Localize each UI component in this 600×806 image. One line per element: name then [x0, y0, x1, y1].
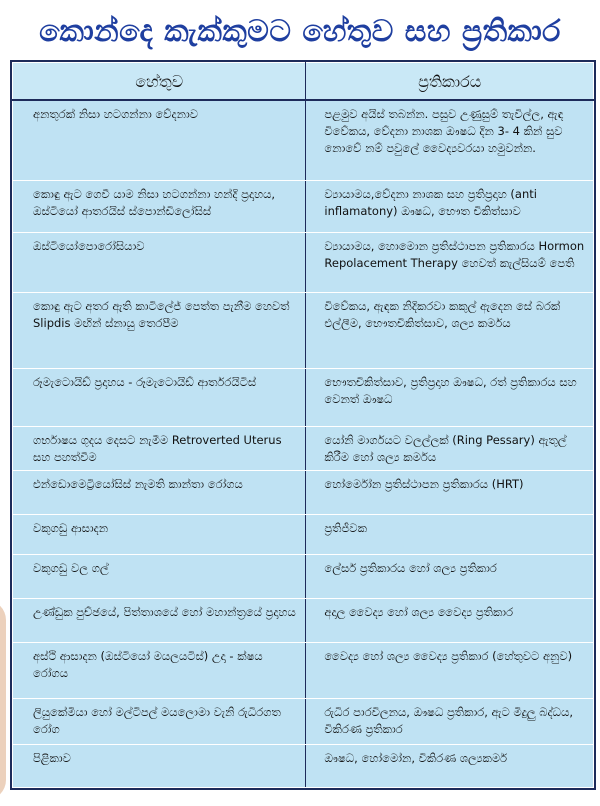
table-row: [13, 554, 594, 598]
table-row: [13, 426, 594, 470]
cause-cell: කොඳු ඇට ගෙවී යාම නිසා හටගන්නා හන්දි ප්‍රදාහය, ඔස්ටියෝ ආතරයිස් ස්පොන්ඩිලෝසිස්: [13, 180, 306, 232]
table-row: [13, 232, 594, 292]
table-row: [13, 100, 594, 180]
cropped-footer-strip: [0, 792, 600, 806]
cause-treatment-table-panel: [10, 60, 596, 790]
cause-cell: වකුගඩු වල ගල්: [13, 554, 306, 598]
table-row: [13, 744, 594, 788]
header-cause: හේතුව: [13, 63, 306, 101]
table-row: [13, 698, 594, 744]
table-row: [13, 180, 594, 232]
treatment-cell: පළමුව අයිස් තබන්න. පසුව උණුසුම් තැවිල්ල, ඇඳ විවේකය, වේදනා නාශක ඖෂධ දින 3- 4 කින් සුව නොවේ නම් පවුලේ වෛද්‍යවරයා හමුවන්න.: [306, 100, 594, 180]
cause-cell: අස්ථි ආසාදන (ඔස්ටියෝ මයලයටිස්) උදා - ක්ෂය රෝගය: [13, 642, 306, 698]
finger-edge: [0, 600, 6, 800]
table-row: [13, 292, 594, 368]
treatment-cell: හෝර්මෝන ප්‍රතිස්ථාපන ප්‍රතිකාරය (HRT): [306, 470, 594, 514]
table-header-row: [13, 63, 594, 101]
header-treatment: ප්‍රතිකාරය: [306, 63, 594, 101]
table-row: [13, 470, 594, 514]
treatment-cell: අදාල වෛද්‍ය හෝ ශල්‍ය වෛද්‍ය ප්‍රතිකාර: [306, 598, 594, 642]
cause-cell: වකුගඩු ආසාදන: [13, 514, 306, 554]
cause-cell: කොඳු ඇට අතර ඇති කාටිලේජ් පෙත්ත පැනීම හෙවත් Slipdis මඟින් ස්නායු තෙරපීම: [13, 292, 306, 368]
cause-cell: පිළිකාව: [13, 744, 306, 788]
treatment-cell: රුධිර පාරවිලනය, ඖෂධ ප්‍රතිකාර, ඇට මිදුලු බද්ධය, විකිරණ ප්‍රතිකාර: [306, 698, 594, 744]
table-row: [13, 642, 594, 698]
cause-cell: ගර්භාෂය ගුදය දෙසට නැමීම Retroverted Uterus සහ පහත්වීම: [13, 426, 306, 470]
treatment-cell: භෞතචිකිත්සාව, ප්‍රතිප්‍රදාහ ඖෂධ, රත් ප්‍රතිකාරය සහ වෙනත් ඖෂධ: [306, 368, 594, 426]
table-row: [13, 514, 594, 554]
treatment-cell: යෝනි මාර්ගයට වලල්ලක් (Ring Pessary) ඇතුල් කිරීම හෝ ශල්‍ය කර්මය: [306, 426, 594, 470]
treatment-cell: ව්‍යායාමය,වේදනා නාශක සහ ප්‍රතිප්‍රදාහ (anti inflamatony) ඖෂධ, භෞත චිකිත්සාව: [306, 180, 594, 232]
cause-cell: උණ්ඩුක පුච්ඡයේ, පිත්තාශයේ හෝ මහාන්ත්‍රයේ ප්‍රදාහය: [13, 598, 306, 642]
cause-cell: රූමැටොයිඩ් ප්‍රදාහය - රූමැටොයිඩ් ආර්තරයිටිස්: [13, 368, 306, 426]
cause-cell: එන්ඩොමෙට්‍රියෝසිස් නැමති කාන්තා රෝගය: [13, 470, 306, 514]
treatment-cell: විවේකය, ඇඳක නිදිකරවා කකුල් ඇදෙන සේ බරක් එල්ලීම, භෞතචිකිත්සාව, ශල්‍ය කර්මය: [306, 292, 594, 368]
cause-cell: ඔස්ටියෝපොරෝසියාව: [13, 232, 306, 292]
table-row: [13, 598, 594, 642]
page-title: කොන්දෙ කැක්කුමට හේතුව සහ ප්‍රතිකාර: [39, 14, 561, 49]
treatment-cell: වෛද්‍ය හෝ ශල්‍ය වෛද්‍ය ප්‍රතිකාර (හේතුවට අනුව): [306, 642, 594, 698]
cause-cell: අනතුරක් නිසා හටගන්නා වේදනාව: [13, 100, 306, 180]
table-row: [13, 368, 594, 426]
treatment-cell: ලේසර් ප්‍රතිකාරය හෝ ශල්‍ය ප්‍රතිකාර: [306, 554, 594, 598]
treatment-cell: ව්‍යායාමය, හොමොන ප්‍රතිස්ථාපන ප්‍රතිකාරය Hormon Repolacement Therapy හෙවත් කැල්සියම් පෙති: [306, 232, 594, 292]
treatment-cell: ඖෂධ, හෝමෝන, විකිරණ ශල්‍යකර්ම: [306, 744, 594, 788]
cause-treatment-table: [12, 62, 594, 788]
treatment-cell: ප්‍රතිජීවක: [306, 514, 594, 554]
cause-cell: ලියුකේමියා හෝ මල්ටිපල් මයලොමා වැනි රුධිරගත රෝග: [13, 698, 306, 744]
